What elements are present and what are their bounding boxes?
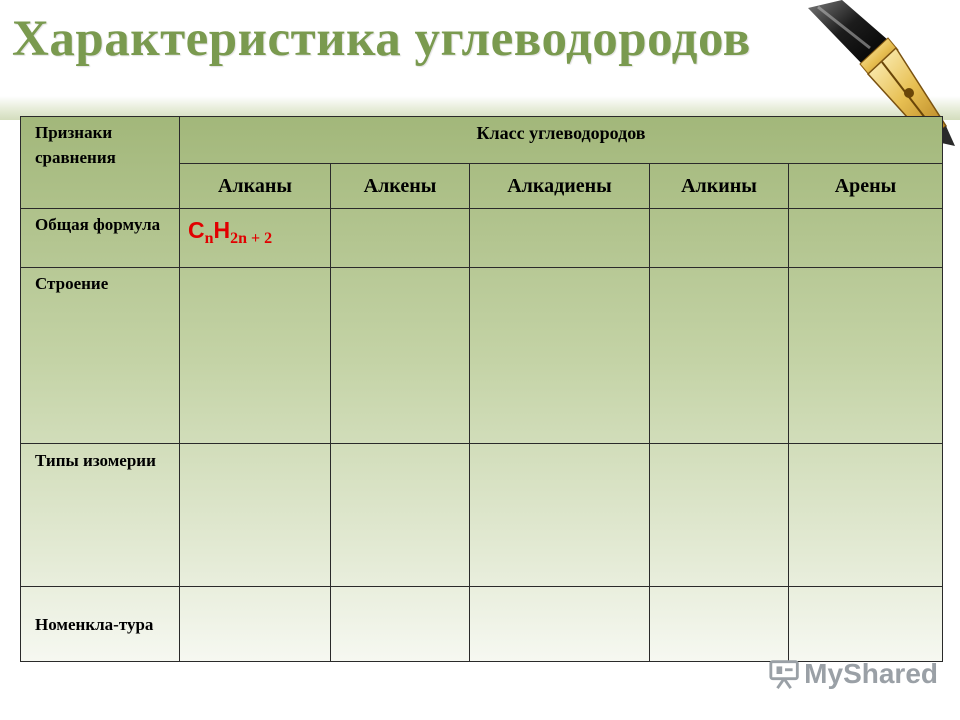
presentation-board-icon <box>768 657 800 691</box>
table-cell <box>331 587 470 662</box>
watermark-text: MyShared <box>804 658 938 689</box>
slide-title: Характеристика углеводородов <box>12 11 751 67</box>
corner-header: Признаки сравнения <box>21 117 180 209</box>
column-header-alkynes: Алкины <box>650 164 789 209</box>
table-cell <box>789 587 943 662</box>
table-cell <box>470 268 650 444</box>
table-cell <box>331 268 470 444</box>
alkane-formula: $C_nH_{2n + 2}$ <box>188 217 273 247</box>
table-cell <box>470 444 650 587</box>
table-cell <box>180 268 331 444</box>
table-cell <box>470 209 650 268</box>
table-cell <box>650 444 789 587</box>
table-cell <box>331 444 470 587</box>
row-label-isomerism: Типы изомерии <box>21 444 180 587</box>
row-label-structure: Строение <box>21 268 180 444</box>
row-label-nomenclature: Номенкла-тура <box>21 587 180 662</box>
class-header: Класс углеводородов <box>180 117 943 164</box>
table-cell <box>180 444 331 587</box>
table-cell <box>789 209 943 268</box>
table-cell <box>789 268 943 444</box>
table-cell <box>650 587 789 662</box>
column-header-alkenes: Алкены <box>331 164 470 209</box>
table-cell <box>180 587 331 662</box>
column-header-arenes: Арены <box>789 164 943 209</box>
table-cell <box>650 209 789 268</box>
row-label-general-formula: Общая формула <box>21 209 180 268</box>
table-cell <box>650 268 789 444</box>
column-header-alkadienes: Алкадиены <box>470 164 650 209</box>
cell-alkane-formula <box>180 209 331 268</box>
table-cell <box>331 209 470 268</box>
comparison-table <box>20 116 942 661</box>
table-cell <box>789 444 943 587</box>
table-cell <box>470 587 650 662</box>
watermark <box>768 656 938 692</box>
column-header-alkanes: Алканы <box>180 164 331 209</box>
